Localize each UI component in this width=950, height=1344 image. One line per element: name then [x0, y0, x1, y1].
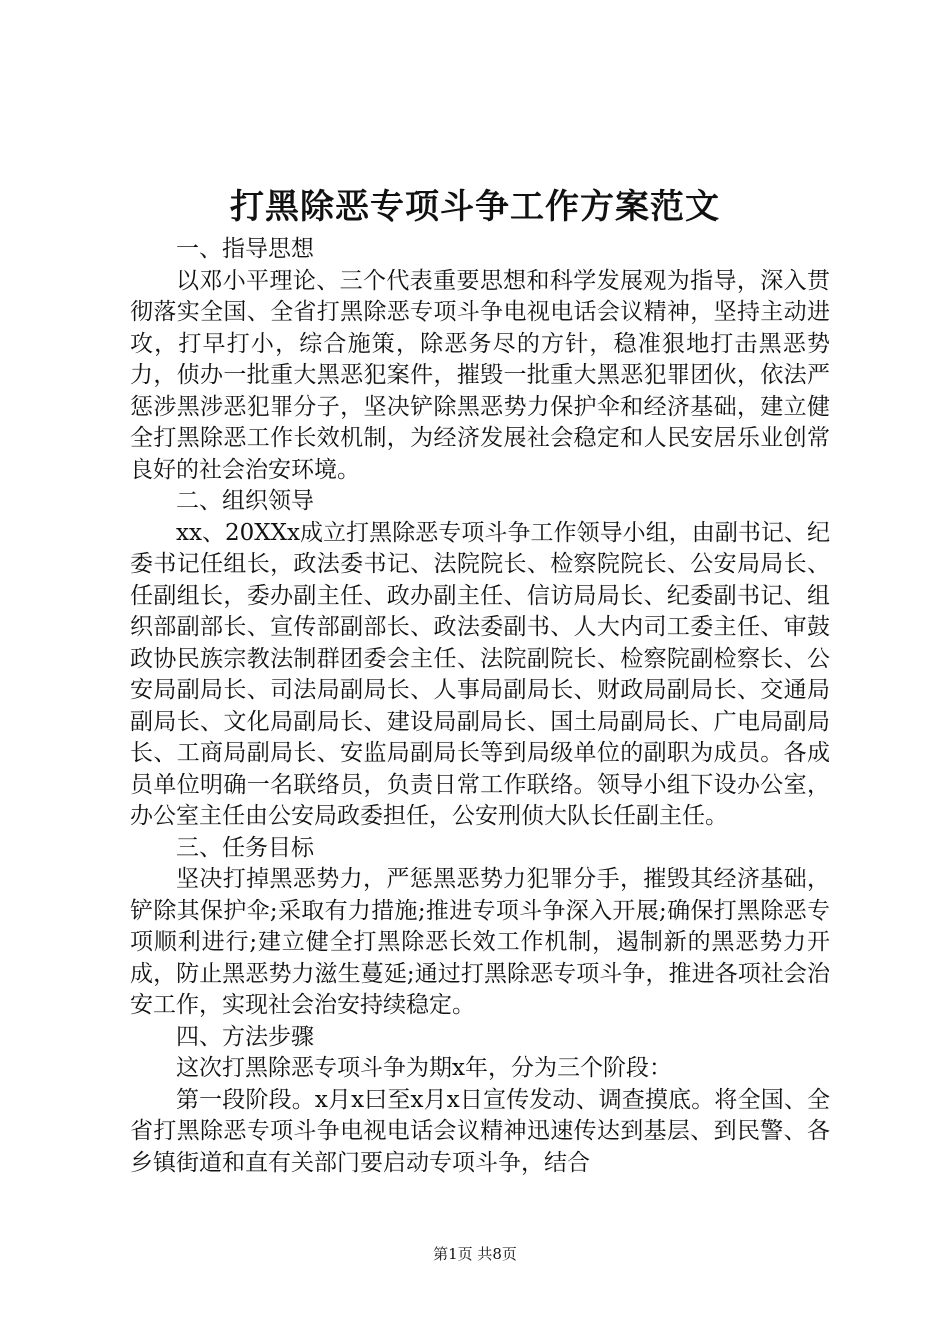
- paragraph-organization: xx、20XXx成立打黑除恶专项斗争工作领导小组，由副书记、纪委书记任组长，政法委书记、法院院长、检察院院长、公安局局长、任副组长，委办副主任、政办副主任、信访局局长、纪委副书记、组织部副部长、宣传部副部长、政法委副书、人大内司工委主任、审鼓政协民族宗教法制群团委会主任、法院副院长、检察院副检察长、公安局副局长、司法局副局长、人事局副局长、财政局副局长、交通局副局长、文化局副局长、建设局副局长、国土局副局长、广电局副局长、工商局副局长、安监局副局长等到局级单位的副职为成员。各成员单位明确一名联络员，负责日常工作联络。领导小组下设办公室，办公室主任由公安局政委担任，公安刑侦大队长任副主任。: [130, 519, 830, 829]
- paragraph-stage-one: 第一段阶段。x月x曰至x月x日宣传发动、调查摸底。将全国、全省打黑除恶专项斗争电视电话会议精神迅速传达到基层、到民警、各乡镇街道和直有关部门要启动专项斗争，结合: [130, 1086, 830, 1176]
- page-indicator: 第1页 共8页: [433, 1245, 517, 1263]
- document-title: 打黑除恶专项斗争工作方案范文: [230, 187, 720, 227]
- document-body: [130, 234, 830, 1179]
- paragraph-steps-intro: 这次打黑除恶专项斗争为期x年，分为三个阶段：: [176, 1055, 672, 1081]
- section-heading-goals: 三、任务目标: [176, 834, 314, 861]
- paragraph-goals: 坚决打掉黑恶势力，严惩黑恶势力犯罪分手，摧毁其经济基础，铲除其保护伞;采取有力措施;推进专项斗争深入开展;确保打黑除恶专项顺利进行;建立健全打黑除恶长效工作机制，遏制新的黑恶势力开成，防止黑恶势力滋生蔓延;通过打黑除恶专项斗争，推进各项社会治安工作，实现社会治安持续稳定。: [130, 866, 830, 1018]
- section-heading-guiding-ideology: 一、指导思想: [176, 236, 314, 262]
- paragraph-guiding-ideology: 以邓小平理论、三个代表重要思想和科学发展观为指导，深入贯彻落实全国、全省打黑除恶专项斗争电视电话会议精神，坚持主动进攻，打早打小，综合施策，除恶务尽的方针，稳准狠地打击黑恶势力，侦办一批重大黑恶犯案件，摧毁一批重大黑恶犯罪团伙，依法严惩涉黑涉恶犯罪分子，坚决铲除黑恶势力保护伞和经济基础，建立健全打黑除恶工作长效机制，为经济发展社会稳定和人民安居乐业创常良好的社会治安环境。: [130, 267, 830, 483]
- section-heading-organization: 二、组织领导: [176, 488, 314, 514]
- section-heading-steps: 四、方法步骤: [176, 1023, 314, 1050]
